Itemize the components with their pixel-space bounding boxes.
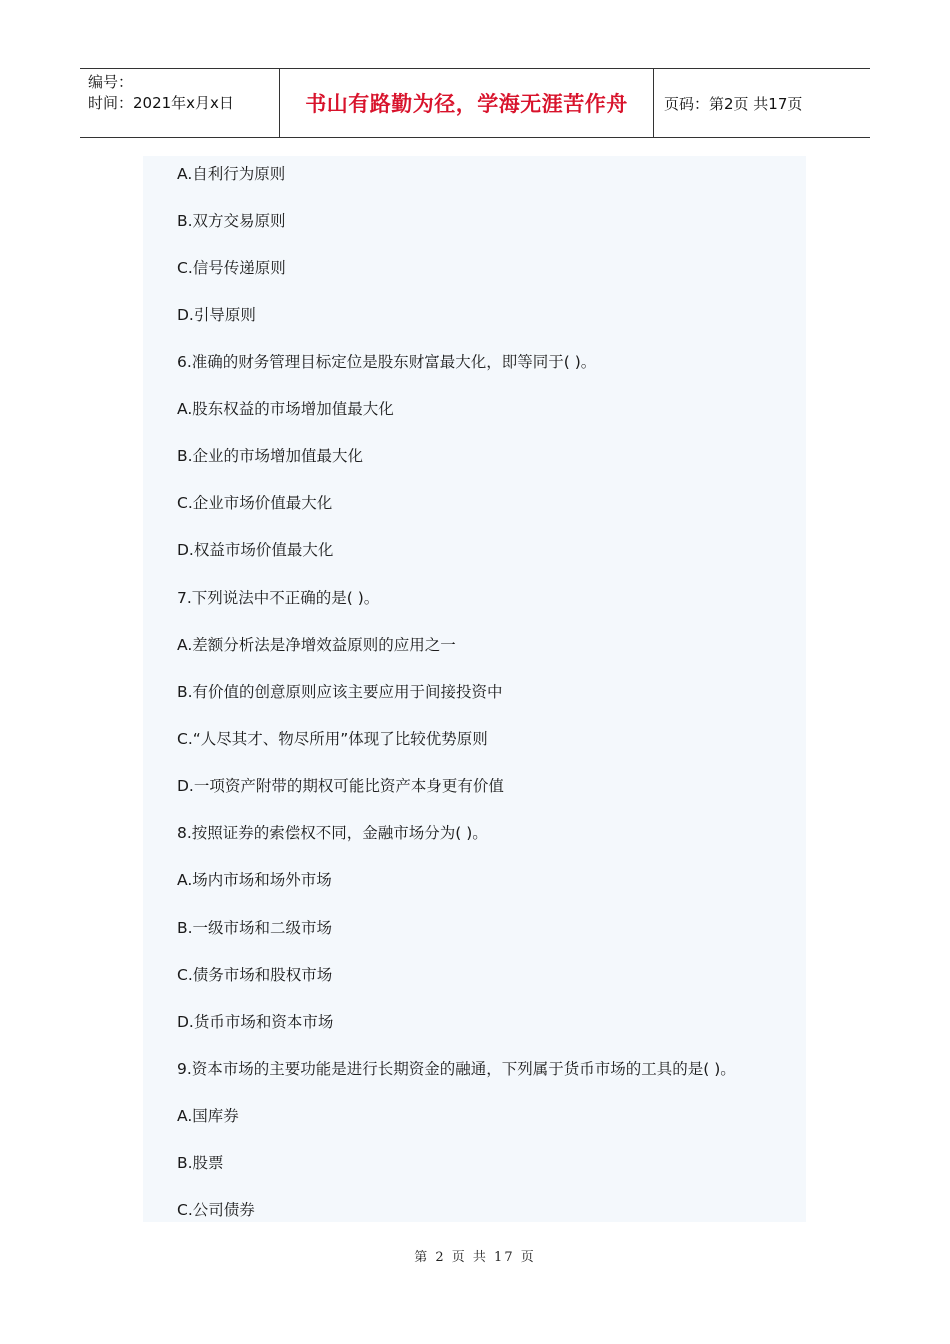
answer-option: C.债务市场和股权市场	[177, 966, 333, 984]
page-header	[80, 68, 870, 138]
answer-option: C.信号传递原则	[177, 259, 286, 277]
answer-option: B.双方交易原则	[177, 212, 286, 230]
answer-option: C.企业市场价值最大化	[177, 494, 333, 512]
question-text: 7.下列说法中不正确的是( )。	[177, 589, 380, 607]
answer-option: D.引导原则	[177, 306, 256, 324]
header-motto: 书山有路勤为径，学海无涯苦作舟	[280, 69, 654, 137]
question-content	[143, 156, 806, 1222]
answer-option: D.货币市场和资本市场	[177, 1013, 334, 1031]
answer-option: B.企业的市场增加值最大化	[177, 447, 364, 465]
answer-option: C.“人尽其才、物尽所用”体现了比较优势原则	[177, 730, 488, 748]
answer-option: A.股东权益的市场增加值最大化	[177, 400, 394, 418]
answer-option: A.场内市场和场外市场	[177, 871, 332, 889]
answer-option: A.国库券	[177, 1107, 239, 1125]
answer-option: C.公司债券	[177, 1201, 255, 1219]
answer-option: B.一级市场和二级市场	[177, 919, 333, 937]
answer-option: A.自利行为原则	[177, 165, 286, 183]
question-text: 6.准确的财务管理目标定位是股东财富最大化，即等同于( )。	[177, 353, 597, 371]
answer-option: D.权益市场价值最大化	[177, 541, 334, 559]
answer-option: D.一项资产附带的期权可能比资产本身更有价值	[177, 777, 504, 795]
question-text: 9.资本市场的主要功能是进行长期资金的融通，下列属于货币市场的工具的是( )。	[177, 1060, 736, 1078]
header-page-label: 页码：第2页 共17页	[664, 94, 803, 113]
page-footer: 第 2 页 共 17 页	[414, 1250, 536, 1265]
answer-option: B.有价值的创意原则应该主要应用于间接投资中	[177, 683, 503, 701]
document-time-label: 时间：2021年x月x日	[88, 94, 234, 112]
question-text: 8.按照证券的索偿权不同，金融市场分为( )。	[177, 824, 488, 842]
answer-option: B.股票	[177, 1154, 224, 1172]
document-number-label: 编号：	[88, 73, 134, 91]
header-info-cell	[80, 69, 280, 137]
answer-option: A.差额分析法是净增效益原则的应用之一	[177, 636, 456, 654]
